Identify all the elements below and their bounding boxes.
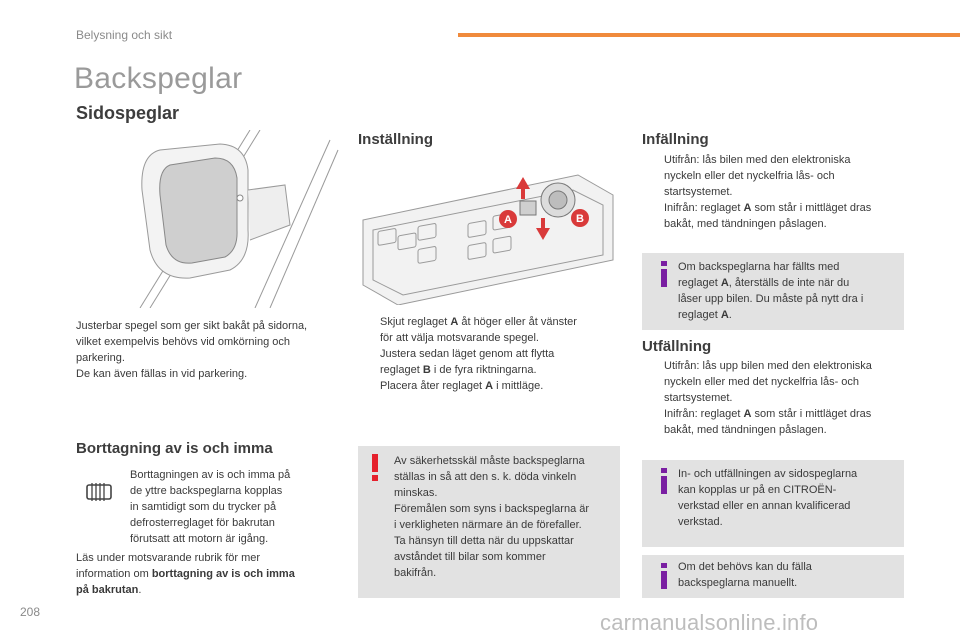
warning-text bbox=[394, 453, 616, 581]
step-text: Inifrån: reglaget bbox=[664, 408, 744, 420]
rear-defrost-icon bbox=[86, 482, 112, 502]
info-line: reglaget bbox=[678, 277, 721, 289]
fold-heading: Infällning bbox=[642, 131, 709, 148]
header-accent-bar bbox=[458, 33, 960, 37]
defrost-more-info bbox=[76, 550, 336, 598]
intro-line: Justerbar spegel som ger sikt bakåt på sidorna, bbox=[76, 320, 308, 332]
step-text: för att välja motsvarande spegel. bbox=[380, 332, 539, 344]
defrost-line: förutsatt att motorn är igång. bbox=[130, 533, 269, 545]
step-text: Placera åter reglaget bbox=[380, 380, 486, 392]
intro-line: parkering. bbox=[76, 352, 125, 364]
warning-line: bakifrån. bbox=[394, 567, 437, 579]
defrost-line: de yttre backspeglarna kopplas bbox=[130, 485, 283, 497]
step-text: Skjut reglaget bbox=[380, 316, 451, 328]
info-bold: A bbox=[720, 309, 729, 321]
warning-line: Ta hänsyn till detta när du uppskattar bbox=[394, 535, 574, 547]
adjust-step bbox=[358, 346, 613, 378]
info-icon bbox=[654, 261, 674, 287]
warning-line: avståndet till bilar som kommer bbox=[394, 551, 546, 563]
defrost-line: in samtidigt som du trycker på bbox=[130, 501, 277, 513]
unfold-step bbox=[642, 358, 912, 406]
info-line: In- och utfällningen av sidospeglarna bbox=[678, 468, 858, 480]
defrost-line: Borttagningen av is och imma på bbox=[130, 469, 291, 481]
step-text: Inifrån: reglaget bbox=[664, 202, 744, 214]
step-bold: B bbox=[422, 364, 431, 376]
adjust-step bbox=[358, 378, 613, 394]
intro-text bbox=[76, 318, 351, 382]
fold-steps bbox=[642, 152, 912, 232]
unfold-steps bbox=[642, 358, 912, 438]
fold-step bbox=[642, 200, 912, 232]
step-text: som står i mittläget dras bbox=[751, 202, 872, 214]
door-control-illustration bbox=[358, 165, 618, 305]
step-text: i de fyra riktningarna. bbox=[430, 364, 537, 376]
step-text: bakåt, med tändningen påslagen. bbox=[664, 218, 827, 230]
info-box-reset bbox=[642, 253, 904, 330]
page-number: 208 bbox=[20, 605, 41, 619]
step-text: åt höger eller åt vänster bbox=[458, 316, 577, 328]
step-text: som står i mittläget dras bbox=[751, 408, 872, 420]
warning-line: minskas. bbox=[394, 487, 438, 499]
step-text: startsystemet. bbox=[664, 392, 733, 404]
exclamation-icon bbox=[368, 454, 382, 482]
intro-line: vilket exempelvis behövs vid omkörning och bbox=[76, 336, 290, 348]
info-text bbox=[678, 559, 900, 591]
info-line: reglaget bbox=[678, 309, 721, 321]
more-info-line bbox=[76, 582, 336, 598]
warning-box bbox=[358, 446, 620, 598]
section-label: Belysning och sikt bbox=[76, 28, 173, 42]
step-text: bakåt, med tändningen påslagen. bbox=[664, 424, 827, 436]
step-bold: A bbox=[743, 408, 752, 420]
adjust-step bbox=[358, 314, 613, 346]
info-icon bbox=[654, 563, 674, 589]
info-line: verkstad. bbox=[678, 516, 723, 528]
fold-step bbox=[642, 152, 912, 200]
label-a: A bbox=[504, 214, 512, 226]
step-text: Utifrån: lås upp bilen med den elektroniska bbox=[664, 360, 872, 372]
more-info-line: Läs under motsvarande rubrik för mer bbox=[76, 552, 261, 564]
intro-line: De kan även fällas in vid parkering. bbox=[76, 368, 248, 380]
info-bold: A bbox=[720, 277, 729, 289]
info-line: verkstad eller en annan kvalificerad bbox=[678, 500, 851, 512]
step-bold: A bbox=[485, 380, 494, 392]
info-text bbox=[678, 259, 900, 323]
section-heading: Sidospeglar bbox=[76, 103, 180, 123]
info-box-workshop bbox=[642, 460, 904, 547]
step-text: reglaget bbox=[380, 364, 423, 376]
side-mirror-illustration bbox=[80, 130, 340, 308]
step-bold: A bbox=[743, 202, 752, 214]
warning-line: ställas in så att den s. k. döda vinkeln bbox=[394, 471, 577, 483]
adjust-steps bbox=[358, 314, 613, 394]
more-info-prefix: information om bbox=[76, 568, 152, 580]
info-text bbox=[678, 466, 900, 530]
warning-line: i verkligheten närmare än de förefaller. bbox=[394, 519, 582, 531]
defrost-heading: Borttagning av is och imma bbox=[76, 440, 273, 457]
info-icon bbox=[654, 468, 674, 494]
info-line: kan kopplas ur på en CITROËN- bbox=[678, 484, 837, 496]
step-bold: A bbox=[450, 316, 459, 328]
info-line: låser upp bilen. Du måste på nytt dra i bbox=[678, 293, 864, 305]
label-b: B bbox=[576, 213, 584, 225]
more-info-suffix: . bbox=[138, 584, 142, 596]
info-line: Om backspeglarna har fällts med bbox=[678, 261, 840, 273]
more-info-bold: på bakrutan bbox=[76, 584, 139, 596]
watermark: carmanualsonline.info bbox=[600, 610, 819, 635]
info-box-manual bbox=[642, 555, 904, 598]
unfold-heading: Utfällning bbox=[642, 338, 712, 355]
step-text: startsystemet. bbox=[664, 186, 733, 198]
step-text: Utifrån: lås bilen med den elektroniska bbox=[664, 154, 851, 166]
step-text: Justera sedan läget genom att flytta bbox=[380, 348, 555, 360]
adjust-heading: Inställning bbox=[358, 131, 433, 148]
defrost-line: defrosterreglaget för bakrutan bbox=[130, 517, 275, 529]
more-info-line bbox=[76, 566, 336, 582]
info-line: , återställs de inte när du bbox=[728, 277, 850, 289]
warning-line: Föremålen som syns i backspeglarna är bbox=[394, 503, 590, 515]
info-line: . bbox=[728, 309, 732, 321]
info-line: Om det behövs kan du fälla bbox=[678, 561, 812, 573]
page-title: Backspeglar bbox=[74, 62, 243, 95]
step-text: nyckeln eller med det nyckelfria lås- och bbox=[664, 376, 860, 388]
step-text: i mittläge. bbox=[493, 380, 544, 392]
info-line: backspeglarna manuellt. bbox=[678, 577, 798, 589]
warning-line: Av säkerhetsskäl måste backspeglarna bbox=[394, 455, 585, 467]
unfold-step bbox=[642, 406, 912, 438]
defrost-text bbox=[130, 467, 330, 547]
step-text: nyckeln eller det nyckelfria lås- och bbox=[664, 170, 835, 182]
more-info-bold: borttagning av is och imma bbox=[151, 568, 295, 580]
